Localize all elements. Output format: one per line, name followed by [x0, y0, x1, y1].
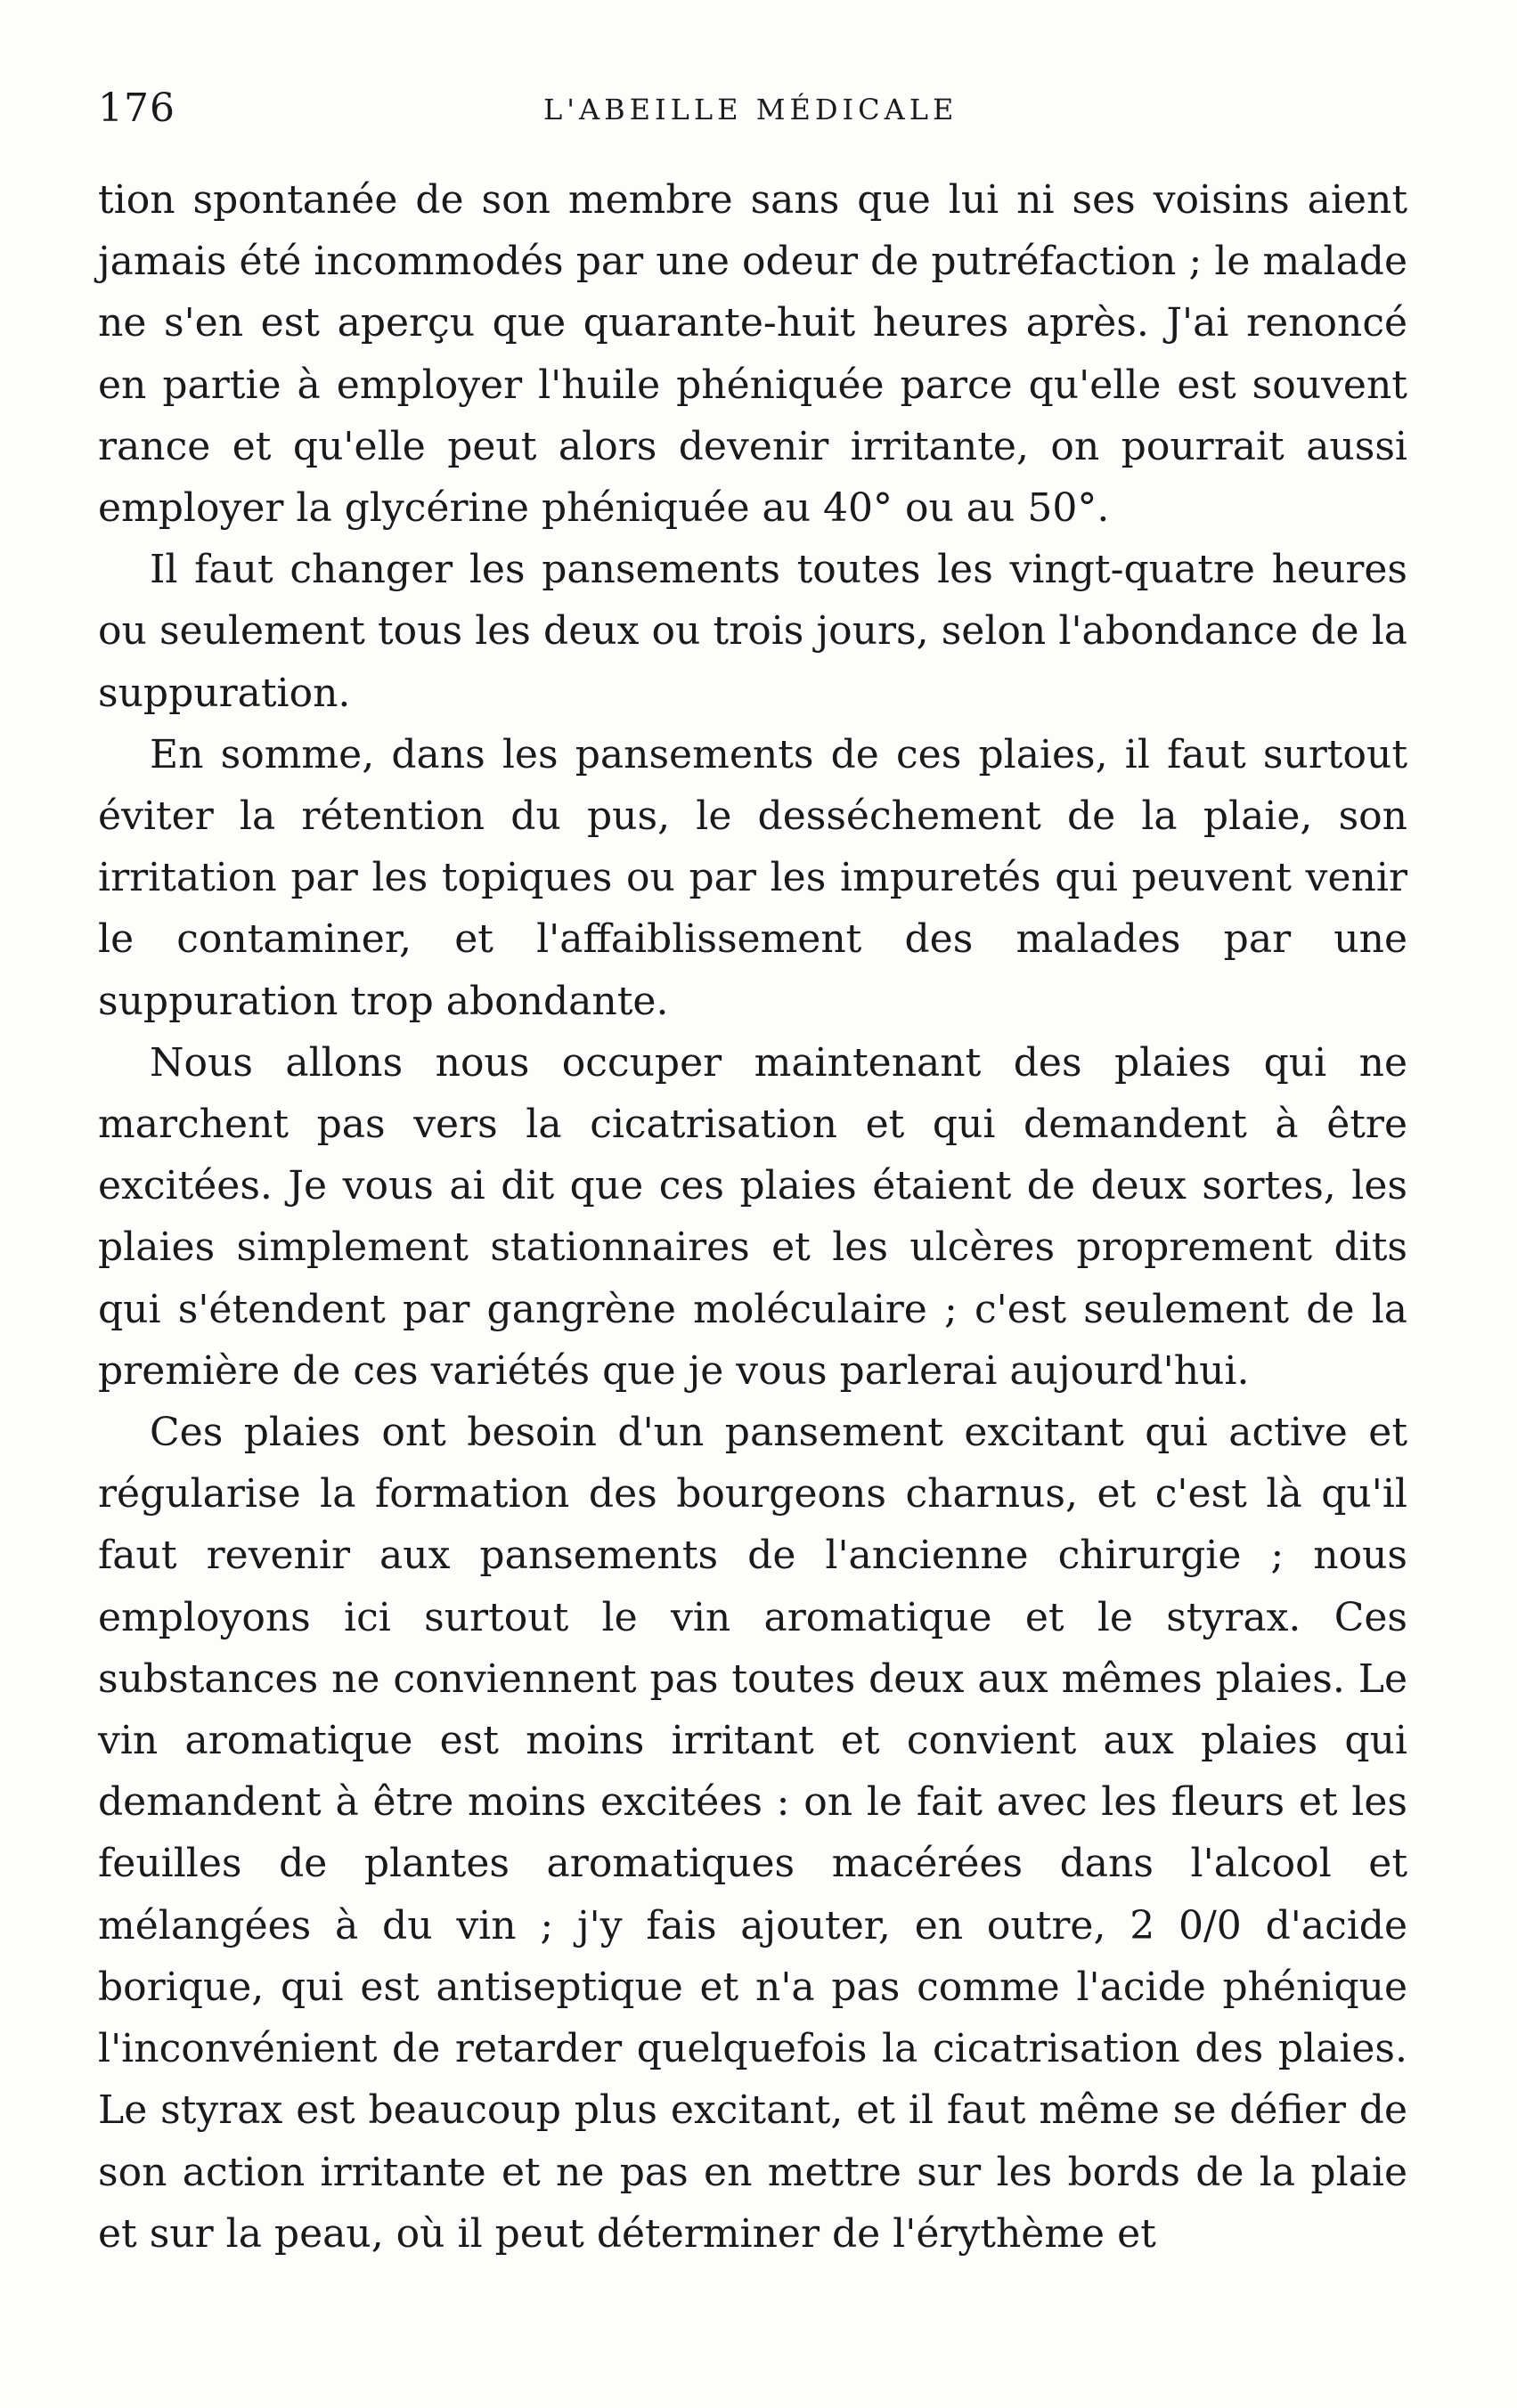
- paragraph-continued: tion spontanée de son membre sans que lui ni ses voisins aient jamais été incommodés par une odeur de putréfaction ; le malade ne s'en est aperçu que quarante-huit heures après. J'ai renoncé en partie à employer l'huile phéniquée parce qu'elle est souvent rance et qu'elle peut alors devenir irritante, on pourrait aussi employer la glycérine phéniquée au 40° ou au 50°.: [98, 177, 1407, 532]
- running-title: L'ABEILLE MÉDICALE: [543, 93, 958, 126]
- page-number: 176: [98, 85, 175, 131]
- paragraph-dressing-frequency: Il faut changer les pansements toutes les vingt-quatre heures ou seulement tous les deux ou trois jours, selon l'abondance de la suppuration.: [98, 547, 1407, 716]
- body-text: [98, 169, 1407, 2265]
- page-header: [98, 82, 1416, 135]
- paragraph-summary: En somme, dans les pansements de ces plaies, il faut surtout éviter la rétention du pus, le desséchement de la plaie, son irritation par les topiques ou par les impuretés qui peuvent venir le contaminer, et l'affaiblissement des malades par une suppuration trop abondante.: [98, 731, 1407, 1024]
- paragraph-stationary-wounds: Nous allons nous occuper maintenant des plaies qui ne marchent pas vers la cicatrisation et qui demandent à être excitées. Je vous ai dit que ces plaies étaient de deux sortes, les plaies simplement stationnaires et les ulcères proprement dits qui s'étendent par gangrène moléculaire ; c'est seulement de la première de ces variétés que je vous parlerai aujourd'hui.: [98, 1039, 1407, 1394]
- paragraph-stimulating-dressings: Ces plaies ont besoin d'un pansement excitant qui active et régularise la formation des bourgeons charnus, et c'est là qu'il faut revenir aux pansements de l'ancienne chirurgie ; nous employons ici surtout le vin aromatique et le styrax. Ces substances ne conviennent pas toutes deux aux mêmes plaies. Le vin aromatique est moins irritant et convient aux plaies qui demandent à être moins excitées : on le fait avec les fleurs et les feuilles de plantes aromatiques macérées dans l'alcool et mélangées à du vin ; j'y fais ajouter, en outre, 2 0/0 d'acide borique, qui est antiseptique et n'a pas comme l'acide phénique l'inconvénient de retarder quelquefois la cicatrisation des plaies. Le styrax est beaucoup plus excitant, et il faut même se défier de son action irritante et ne pas en mettre sur les bords de la plaie et sur la peau, où il peut déterminer de l'érythème et: [98, 1410, 1407, 2257]
